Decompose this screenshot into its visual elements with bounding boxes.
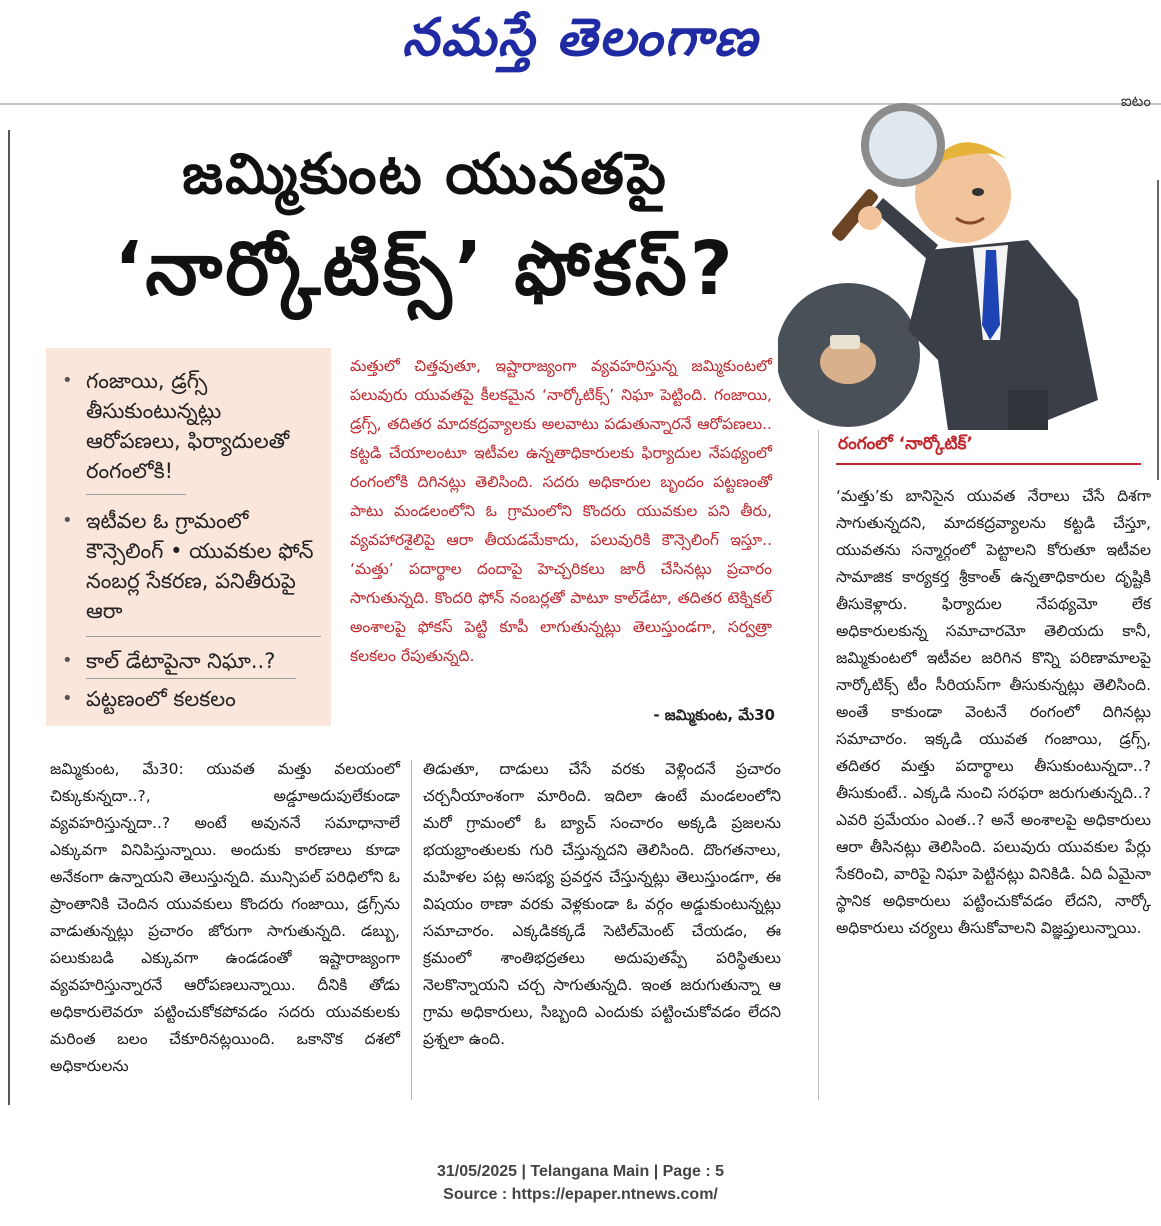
left-border <box>8 130 10 1105</box>
divider <box>86 636 321 637</box>
highlight-item: • ఇటీవల ఓ గ్రామంలో కౌన్సెలింగ్ • యువకుల ఫోన్ నంబర్ల సేకరణ, పనితీరుపై ఆరా <box>62 506 322 626</box>
highlight-item: • కాల్ డేటాపైనా నిఘా..? <box>62 646 322 676</box>
masthead <box>0 0 1161 100</box>
column-divider <box>818 430 819 1100</box>
corner-text: ఐటం <box>1120 92 1151 110</box>
highlight-item: • పట్టణంలో కలకలం <box>62 684 322 714</box>
headline-line-1: జమ్మికుంట యువతపై <box>182 142 668 207</box>
footer-source: Source : https://epaper.ntnews.com/ <box>443 1186 718 1203</box>
highlights-box <box>46 348 331 726</box>
divider <box>86 678 296 679</box>
right-border <box>1157 180 1159 480</box>
highlight-item: • గంజాయి, డ్రగ్స్ తీసుకుంటున్నట్లు ఆరోపణలు, ఫిర్యాదులతో రంగంలోకి! <box>62 366 322 486</box>
column-divider <box>411 760 412 1100</box>
divider <box>86 494 186 495</box>
side-heading: రంగంలో ‘నార్కోటిక్’ <box>838 434 973 454</box>
footer-date-page: 31/05/2025 | Telangana Main | Page : 5 <box>436 1163 724 1180</box>
body-column-3: ‘మత్తు’కు బానిసైన యువత నేరాలు చేసే దిశగా సాగుతున్నదని, మాదకద్రవ్యాలను కట్టడి చేస్తూ, యువతను సన్మార్గంలో పెట్టాలని కోరుతూ ఇటీవల సామాజిక కార్యకర్త శ్రీకాంత్ ఉన్నతాధికారుల దృష్టికి తీసుకెళ్లారు. ఫిర్యాదుల నేపథ్యమో లేక అధికారులకున్న సమాచారమో తెలియదు కానీ, జమ్మికుంటలో ఇటీవల జరిగిన కొన్ని పరిణామాలపై నార్కోటిక్స్ టీం సీరియస్‌గా తీసుకున్నట్లు తెలిసింది. అంతే కాకుండా వెంటనే రంగంలో దిగినట్లు సమాచారం. ఇక్కడి యువత గంజాయి, డ్రగ్స్, తదితర మత్తు పదార్థాలు తీసుకుంటున్నదా..? తీసుకుంటే.. ఎక్కడి నుంచి సరఫరా జరుగుతున్నది..? ఎవరి ప్రమేయం ఎంత..? అనే అంశాలపై అధికారులు ఆరా తీసినట్లు తెలిసింది. పలువురు యువకుల పేర్లు సేకరించి, వారిపై నిఘా పెట్టినట్లు వినికిడి. ఏది ఏమైనా స్థానిక అధికారులు పట్టించుకోవడం లేదని, నార్కో అధికారులు చర్యలు తీసుకోవాలని విజ్ఞప్తులున్నాయి. <box>836 487 1151 937</box>
headline-line-2: ‘నార్కోటిక్స్’ ఫోకస్? <box>114 226 736 312</box>
newspaper-logo: నమస్తే తెలంగాణ <box>402 8 759 68</box>
lead-paragraph: మత్తులో చిత్తవుతూ, ఇష్టారాజ్యంగా వ్యవహరిస్తున్న జమ్మికుంటలో పలువురు యువతపై కీలకమైన ‘నార్కోటిక్స్’ నిఘా పెట్టింది. గంజాయి, డ్రగ్స్, తదితర మాదకద్రవ్యాలకు అలవాటు పడుతున్నారనే ఆరోపణలు.. కట్టడి చేయాలంటూ ఇటీవల ఉన్నతాధికారులకు ఫిర్యాదుల నేపథ్యంలో రంగంలోకి దిగినట్లు తెలిసింది. సదరు అధికారుల బృందం పట్టణంతో పాటు మండలంలోని ఓ గ్రామంలోని కొందరు యువకుల పని తీరు, వ్యవహారశైలిపై ఆరా తీయడమేకాదు, పలువురికి కౌన్సెలింగ్ ఇస్తూ.. ‘మత్తు’ పదార్థాల దందాపై హెచ్చరికలు జారీ చేసినట్లు ప్రచారం సాగుతున్నది. కొందరి ఫోన్ నంబర్లతో పాటూ కాల్‌డేటా, తదితర టెక్నికల్ అంశాలపై ఫోకస్ పెట్టి కూపీ లాగుతున్నట్లు తెలుస్తుండగా, సర్వత్రా కలకలం రేపుతున్నది. <box>350 357 772 665</box>
body-column-2: తిడుతూ, దాడులు చేసే వరకు వెళ్లిందనే ప్రచారం చర్చనీయాంశంగా మారింది. ఇదిలా ఉంటే మండలంలోని మరో గ్రామంలో ఓ బ్యాచ్ సంచారం అక్కడి ప్రజలను భయభ్రాంతులకు గురి చేస్తున్నదని తెలిసింది. దొంగతనాలు, మహిళల పట్ల అసభ్య ప్రవర్తన చేస్తున్నట్లు తెలుస్తుండగా, ఈ విషయం ఠాణా వరకు వెళ్లకుండా ఓ వర్గం అడ్డుకుంటున్నట్లు సమాచారం. ఎక్కడికక్కడే సెటిల్‌మెంట్ చేయడం, ఈ క్రమంలో శాంతిభద్రతలు అదుపుతప్పే పరిస్థితులు నెలకొన్నాయని చర్చ సాగుతున్నది. ఇంత జరుగుతున్నా ఆ గ్రామ అధికారులు, సిబ్బంది ఎందుకు పట్టించుకోవడం లేదని ప్రశ్నలా ఉంది. <box>423 760 781 1048</box>
detective-illustration <box>778 100 1138 435</box>
body-column-1: జమ్మికుంట, మే30: యువత మత్తు వలయంలో చిక్కుకున్నదా..?, అడ్డూఅదుపులేకుండా వ్యవహరిస్తున్నదా..? అంటే అవుననే సమాధానాలే ఎక్కువగా వినిపిస్తున్నాయి. అందుకు కారణాలు కూడా అనేకంగా ఉన్నాయని తెలుస్తున్నది. మున్సిపల్ పరిధిలోని ఓ ప్రాంతానికి చెందిన యువకులు కొందరు గంజాయి, డ్రగ్స్‌ను వాడుతున్నట్లు ప్రచారం జోరుగా సాగుతున్నది. డబ్బు, పలుకుబడి ఎక్కువగా ఉండడంతో ఇష్టారాజ్యంగా వ్యవహరిస్తున్నారనే ఆరోపణలున్నాయి. దీనికి తోడు అధికారులెవరూ పట్టించుకోకపోవడం సదరు యువకులకు మరింత బలం చేకూరినట్లయింది. ఒకానొక దశలో అధికారులను <box>50 760 400 1075</box>
dateline: - జమ్మికుంట, మే30 <box>653 706 775 724</box>
side-heading-rule <box>836 463 1141 465</box>
magnifying-glass-icon <box>865 107 941 183</box>
